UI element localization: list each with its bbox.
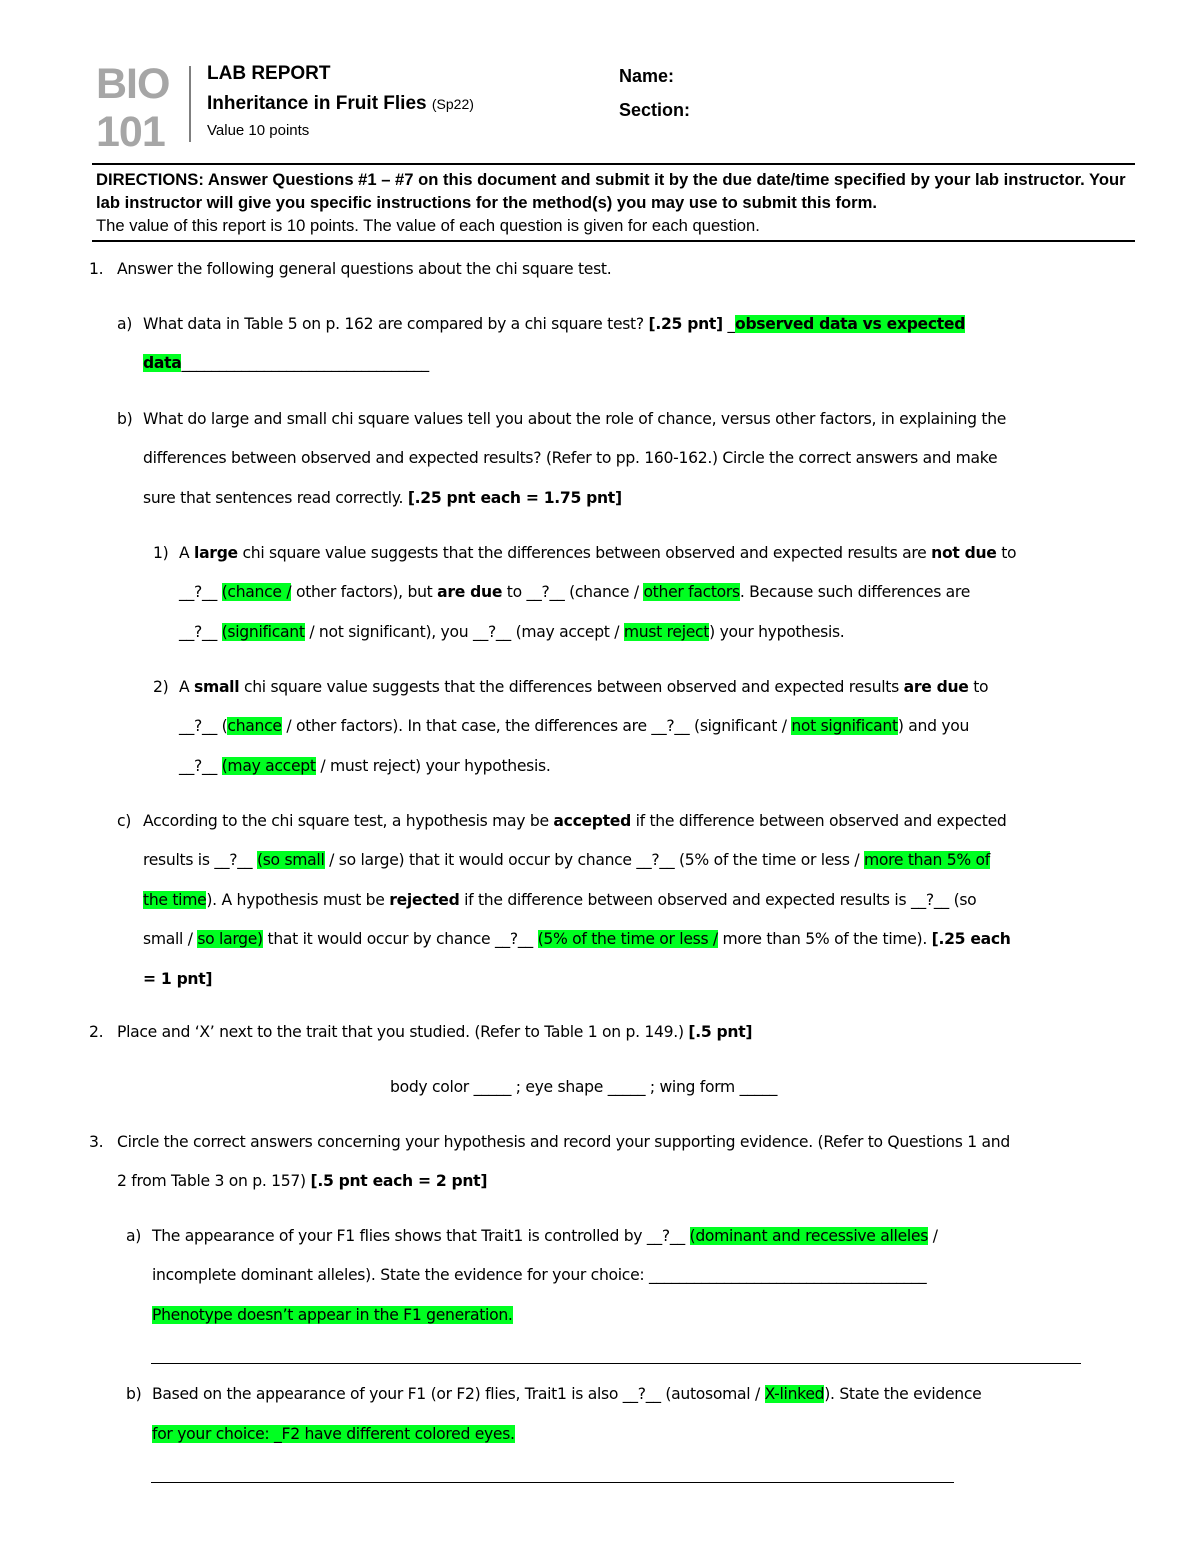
q1b2-line3: __?__ (may accept / must reject) your hypothesis.: [179, 757, 551, 775]
q1-number: 1.: [89, 260, 104, 278]
q3b-answer-line[interactable]: [151, 1482, 954, 1483]
q1b1-line2: __?__ (chance / other factors), but are due to __?__ (chance / other factors. Because such differences are: [179, 583, 970, 601]
q3a-line2: incomplete dominant alleles). State the evidence for your choice: _____________________________________: [152, 1266, 927, 1284]
q1a-label: a): [117, 315, 133, 333]
q1c-line2: results is __?__ (so small / so large) that it would occur by chance __?__ (5% of the time or less / more than 5% of: [143, 851, 990, 869]
q1b1-highlight-must-reject: must reject: [623, 623, 710, 641]
q1b1-highlight-chance: (chance /: [221, 583, 292, 601]
q2-text: Place and ‘X’ next to the trait that you studied. (Refer to Table 1 on p. 149.) [.5 pnt]: [117, 1023, 753, 1041]
q1b-line2: differences between observed and expected results? (Refer to pp. 160-162.) Circle the correct answers and make: [143, 449, 998, 467]
q1a-answer-highlight-2: data: [143, 354, 182, 372]
report-subtitle: Inheritance in Fruit Flies (Sp22): [207, 93, 474, 114]
q1b2-line1: A small chi square value suggests that the differences between observed and expected results are due to: [179, 678, 989, 696]
q1b1-line1: A large chi square value suggests that the differences between observed and expected results are not due to: [179, 544, 1017, 562]
q3a-label: a): [126, 1227, 142, 1245]
q1c-label: c): [117, 812, 132, 830]
directions-bold: DIRECTIONS: Answer Questions #1 – #7 on this document and submit it by the due date/time specified by your lab instructor. Your lab instructor will give you specific instructions for the method(s) you may use to submit this form.: [96, 170, 1126, 212]
directions-block: [96, 168, 1136, 237]
q3b-label: b): [126, 1385, 142, 1403]
q1c-line3: the time). A hypothesis must be rejected if the difference between observed and expected results is __?__ (so: [143, 891, 977, 909]
logo-line-2: 101: [96, 108, 165, 156]
q3-line2: 2 from Table 3 on p. 157) [.5 pnt each = 2 pnt]: [117, 1172, 488, 1190]
q1b2-highlight-not-significant: not significant: [791, 717, 898, 735]
directions-bottom-rule: [92, 240, 1135, 242]
q1c-highlight-more-than-2: the time: [143, 891, 207, 909]
q1c-highlight-5pct: (5% of the time or less /: [537, 930, 718, 948]
name-label: Name:: [619, 66, 675, 86]
q1-text: Answer the following general questions about the chi square test.: [117, 260, 612, 278]
q1b-line1: What do large and small chi square values tell you about the role of chance, versus other factors, in explaining the: [143, 410, 1007, 428]
subtitle-tag: (Sp22): [431, 96, 474, 112]
directions-normal: The value of this report is 10 points. The value of each question is given for each question.: [96, 216, 760, 235]
q1c-line1: According to the chi square test, a hypothesis may be accepted if the difference between observed and expected: [143, 812, 1007, 830]
q2-traits-line[interactable]: body color _____ ; eye shape _____ ; wing form _____: [390, 1078, 778, 1096]
q3a-answer-highlight: Phenotype doesn’t appear in the F1 generation.: [152, 1306, 513, 1324]
q1c-points: = 1 pnt]: [143, 970, 213, 988]
q3a-line1: The appearance of your F1 flies shows that Trait1 is controlled by __?__ (dominant and recessive alleles /: [152, 1227, 938, 1245]
q3a-answer-line[interactable]: [151, 1363, 1081, 1364]
q3-number: 3.: [89, 1133, 104, 1151]
header-divider: [189, 66, 191, 142]
logo-line-1: BIO: [96, 60, 170, 108]
q1b2-highlight-chance: chance: [227, 717, 282, 735]
report-title: LAB REPORT: [207, 63, 331, 84]
q1b2-highlight-may-accept: (may accept: [221, 757, 316, 775]
q1c-highlight-more-than-1: more than 5% of: [863, 851, 990, 869]
directions-top-rule: [92, 163, 1135, 165]
q1b1-label: 1): [153, 544, 169, 562]
report-value: Value 10 points: [207, 122, 310, 139]
q1b1-highlight-significant: (significant: [221, 623, 305, 641]
q3-line1: Circle the correct answers concerning your hypothesis and record your supporting evidence. (Refer to Questions 1 and: [117, 1133, 1010, 1151]
q3b-answer-highlight: for your choice: _F2 have different colored eyes.: [152, 1425, 515, 1443]
q3a-highlight-dominant: (dominant and recessive alleles: [689, 1227, 929, 1245]
q2-number: 2.: [89, 1023, 104, 1041]
q1b2-label: 2): [153, 678, 169, 696]
q1a-line1: What data in Table 5 on p. 162 are compared by a chi square test? [.25 pnt] _observed data vs expected: [143, 315, 966, 333]
q3b-answer[interactable]: [152, 1423, 515, 1445]
q1b2-line2: __?__ (chance / other factors). In that case, the differences are __?__ (significant / not significant) and you: [179, 717, 970, 735]
section-label: Section:: [619, 100, 691, 120]
q1a-line2: data_________________________________: [143, 354, 429, 372]
q1b1-highlight-other-factors: other factors: [643, 583, 740, 601]
q1a-answer-highlight: observed data vs expected: [735, 315, 966, 333]
q1c-line4: small / so large) that it would occur by chance __?__ (5% of the time or less / more than 5% of the time). [.25 each: [143, 930, 1011, 948]
q3b-line1: Based on the appearance of your F1 (or F2) flies, Trait1 is also __?__ (autosomal / X-linked). State the evidence: [152, 1385, 982, 1403]
q1b-label: b): [117, 410, 133, 428]
course-logo: [96, 60, 169, 156]
q1b1-line3: __?__ (significant / not significant), you __?__ (may accept / must reject) your hypothesis.: [179, 623, 845, 641]
q1c-highlight-so-large: so large): [197, 930, 263, 948]
q1b-line3: sure that sentences read correctly. [.25 pnt each = 1.75 pnt]: [143, 489, 622, 507]
q3b-highlight-x-linked: X-linked: [764, 1385, 825, 1403]
q1c-highlight-so-small: (so small: [256, 851, 325, 869]
q3a-answer[interactable]: [152, 1304, 513, 1326]
